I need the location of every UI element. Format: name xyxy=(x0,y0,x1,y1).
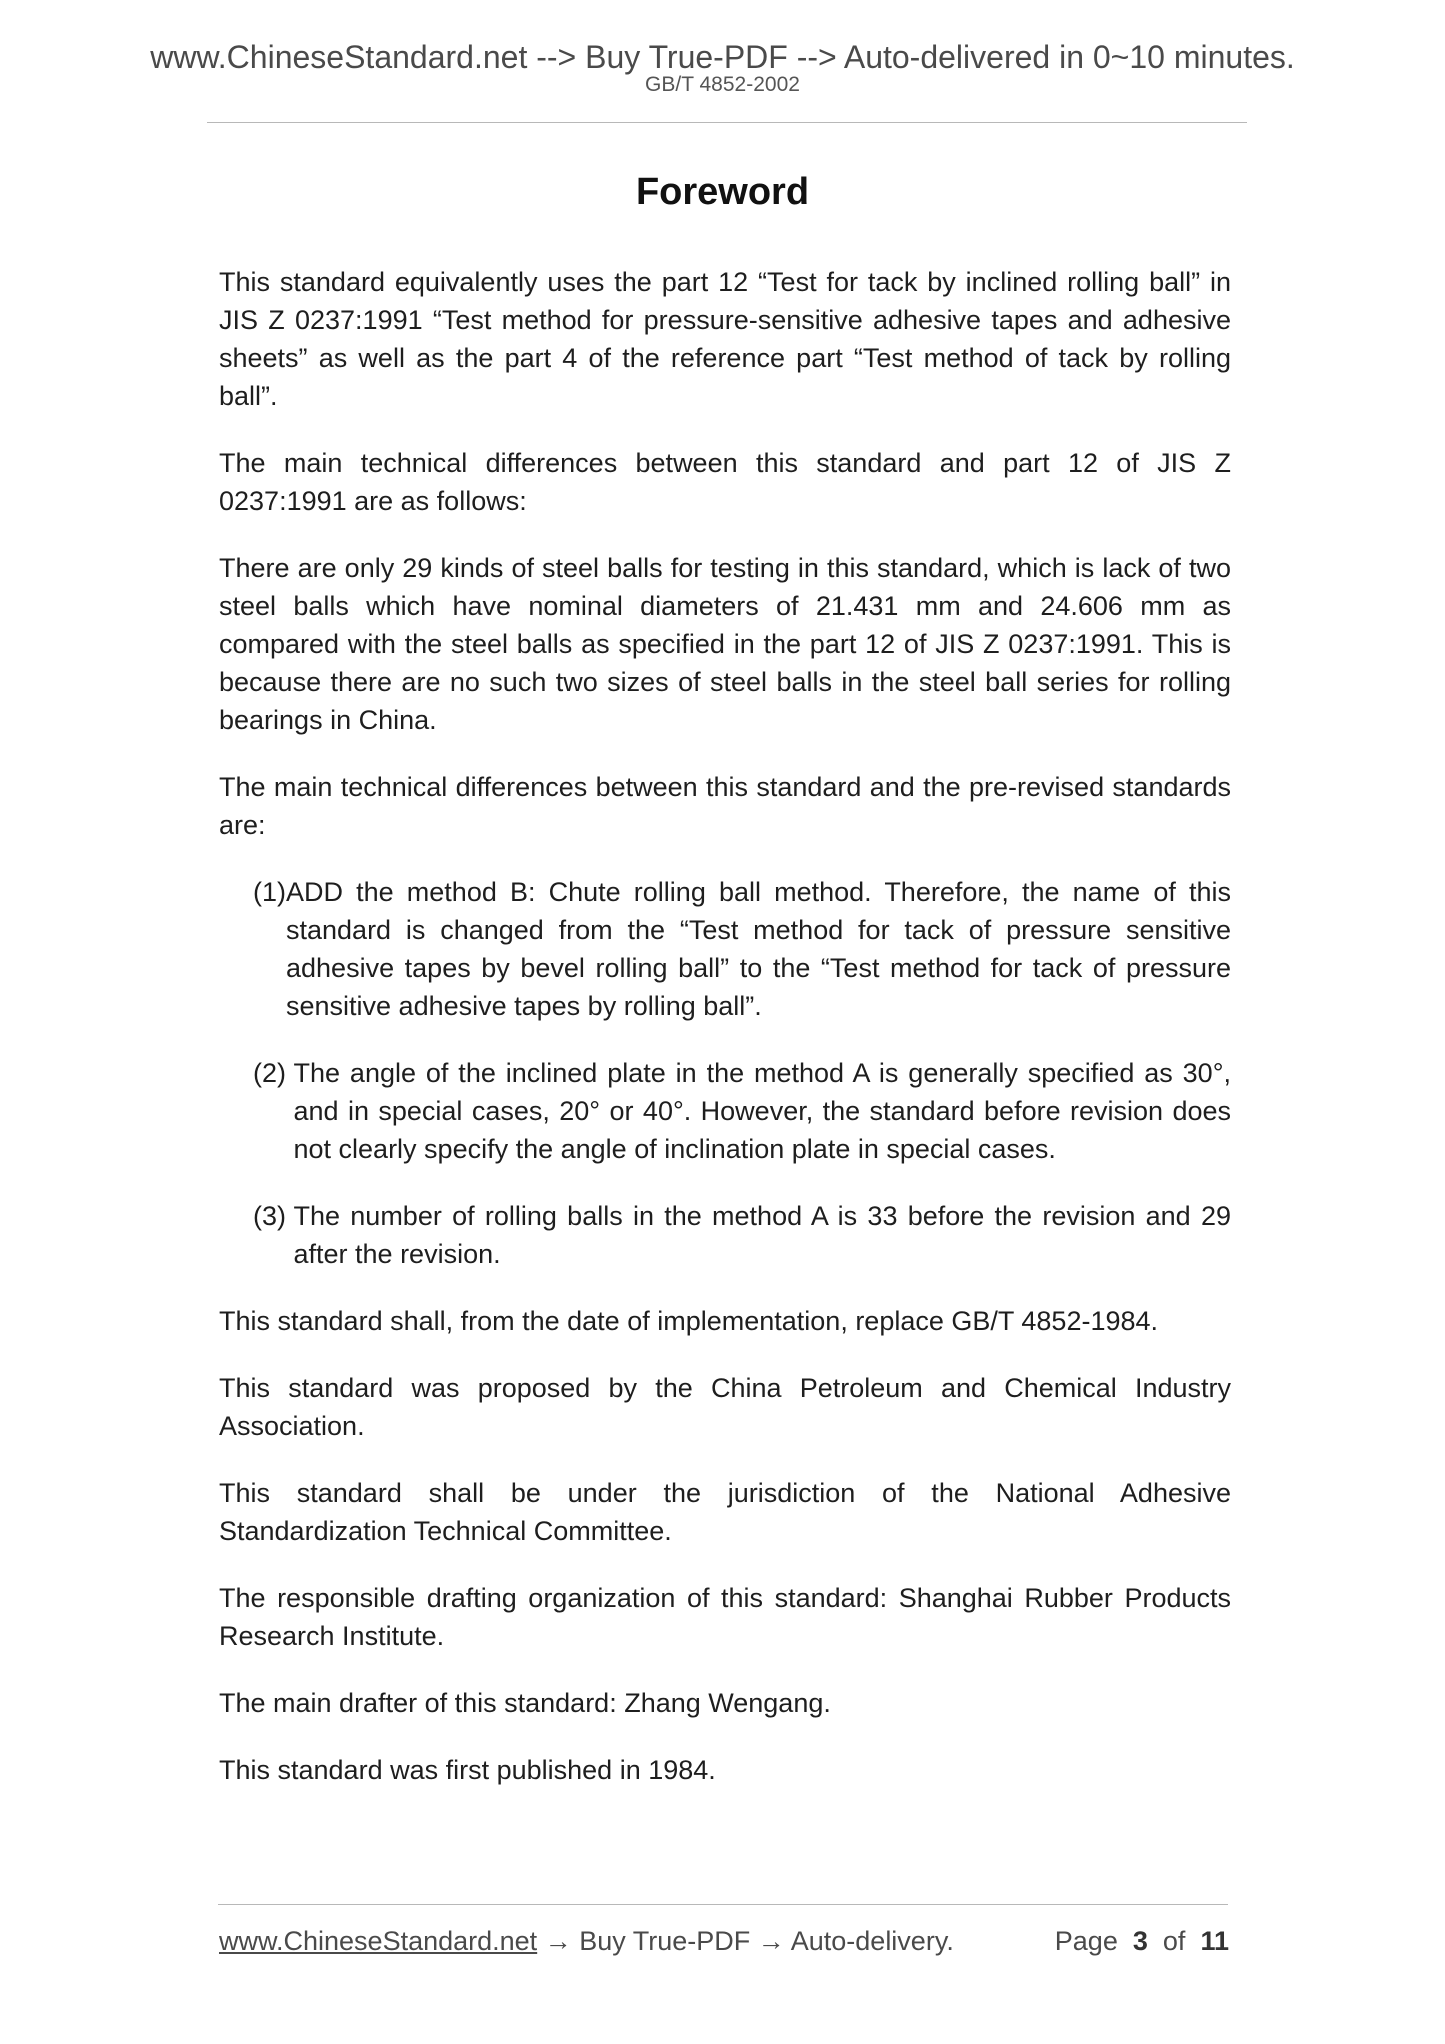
paragraph-jurisdiction: This standard shall be under the jurisdiction of the National Adhesive Standardization Technical Committee. xyxy=(219,1478,1231,1546)
paragraph-revision-differences-intro: The main technical differences between this standard and the pre-revised standards are: xyxy=(219,772,1231,840)
footer xyxy=(219,1924,1229,1958)
top-banner: www.ChineseStandard.net --> Buy True-PDF --> Auto-delivered in 0~10 minutes. xyxy=(150,39,1295,75)
page-label: Page xyxy=(1054,1926,1118,1956)
footer-delivery-text: → Buy True-PDF → Auto-delivery. xyxy=(537,1926,954,1956)
page-of-label: of xyxy=(1162,1926,1186,1956)
list-item-number: (2) xyxy=(253,1058,294,1088)
paragraph-scope: This standard equivalently uses the part 12 “Test for tack by inclined rolling ball” in JIS Z 0237:1991 “Test method for pressure-sensitive adhesive tapes and adhesive sheets” as well as the part 4 of the reference part “Test method of tack by rolling ball”. xyxy=(219,267,1231,411)
page-current-number: 3 xyxy=(1132,1926,1148,1956)
footer-promo xyxy=(219,1924,954,1958)
paragraph-proposer: This standard was proposed by the China Petroleum and Chemical Industry Association. xyxy=(219,1373,1231,1441)
footer-divider xyxy=(218,1904,1228,1905)
document-body xyxy=(219,263,1231,1789)
footer-website-link[interactable]: www.ChineseStandard.net xyxy=(219,1926,538,1956)
paragraph-steel-balls: There are only 29 kinds of steel balls for testing in this standard, which is lack of two steel balls which have nominal diameters of 21.431 mm and 24.606 mm as compared with the steel balls as specified in the part 12 of JIS Z 0237:1991. This is because there are no such two sizes of steel balls in the steel ball series for rolling bearings in China. xyxy=(219,553,1231,735)
list-item-text: The angle of the inclined plate in the method A is generally specified as 30°, and in special cases, 20° or 40°. However, the standard before revision does not clearly specify the angle of inclination plate in special cases. xyxy=(293,1058,1231,1164)
list-item-text: The number of rolling balls in the method A is 33 before the revision and 29 after the revision. xyxy=(293,1201,1231,1269)
header-divider xyxy=(207,122,1247,123)
list-item-text: ADD the method B: Chute rolling ball method. Therefore, the name of this standard is changed from the “Test method for tack of pressure sensitive adhesive tapes by bevel rolling ball” to the “Test method for tack of pressure sensitive adhesive tapes by rolling ball”. xyxy=(286,877,1231,1021)
document-code: GB/T 4852-2002 xyxy=(645,73,800,96)
list-item xyxy=(253,1054,1231,1168)
page-title: Foreword xyxy=(635,171,810,213)
paragraph-first-published: This standard was first published in 1984. xyxy=(219,1755,716,1785)
list-item xyxy=(253,1197,1231,1273)
page-total-number: 11 xyxy=(1200,1926,1229,1956)
list-item-number: (1) xyxy=(253,877,286,907)
list-item xyxy=(253,873,1231,1025)
paragraph-replacement: This standard shall, from the date of implementation, replace GB/T 4852-1984. xyxy=(219,1306,1159,1336)
paragraph-main-drafter: The main drafter of this standard: Zhang Wengang. xyxy=(219,1688,831,1718)
paragraph-drafting-organization: The responsible drafting organization of this standard: Shanghai Rubber Products Research Institute. xyxy=(219,1583,1231,1651)
list-item-number: (3) xyxy=(253,1201,294,1231)
paragraph-jis-differences-intro: The main technical differences between this standard and part 12 of JIS Z 0237:1991 are as follows: xyxy=(219,448,1231,516)
page-indicator xyxy=(1055,1924,1229,1958)
